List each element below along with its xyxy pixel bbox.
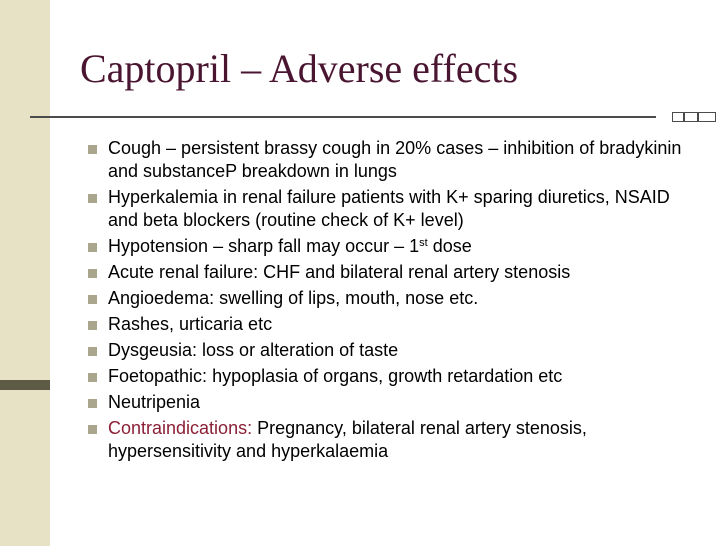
bullet-text: Angioedema: swelling of lips, mouth, nose etc. [108, 288, 479, 308]
bullet-item [88, 186, 688, 232]
square-bullet-icon [88, 145, 97, 154]
bullet-item [88, 417, 688, 463]
square-bullet-icon [88, 243, 97, 252]
sidebar-accent-bar [0, 380, 50, 390]
bullet-text: Foetopathic: hypoplasia of organs, growth retardation etc [108, 366, 563, 386]
square-bullet-icon [88, 269, 97, 278]
square-bullet-icon [88, 373, 97, 382]
title-divider [30, 116, 656, 118]
square-bullet-icon [88, 399, 97, 408]
bullet-text: Hypotension – sharp fall may occur – 1 [108, 236, 420, 256]
bullet-item [88, 339, 688, 362]
bullet-item [88, 391, 688, 414]
sidebar-decoration [0, 0, 50, 546]
square-bullet-icon [88, 425, 97, 434]
contraindications-label: Contraindications: [108, 418, 253, 438]
square-bullet-icon [88, 321, 97, 330]
square-bullet-icon [88, 295, 97, 304]
bullet-item [88, 313, 688, 336]
bullet-list [88, 137, 688, 466]
bullet-item [88, 235, 688, 258]
bullet-item [88, 365, 688, 388]
bullet-item [88, 261, 688, 284]
bullet-text: Pregnancy, bilateral renal artery stenosis, hypersensitivity and hyperkalaemia [108, 418, 587, 461]
bullet-text: Acute renal failure: CHF and bilateral renal artery stenosis [108, 262, 571, 282]
bullet-item [88, 287, 688, 310]
bullet-text-continued: dose [427, 236, 472, 256]
square-bullet-icon [88, 194, 97, 203]
bullet-item [88, 137, 688, 183]
square-bullet-icon [88, 347, 97, 356]
superscript-suffix: st [419, 237, 428, 249]
bullet-text: Rashes, urticaria etc [108, 314, 273, 334]
bullet-text: Hyperkalemia in renal failure patients with K+ sparing diuretics, NSAID and beta blockers (routine check of K+ level) [108, 187, 670, 230]
bullet-text: Cough – persistent brassy cough in 20% cases – inhibition of bradykinin and substanceP breakdown in lungs [108, 138, 682, 181]
bullet-text: Dysgeusia: loss or alteration of taste [108, 340, 399, 360]
slide-title: Captopril – Adverse effects [80, 46, 519, 91]
bullet-text: Neutripenia [108, 392, 201, 412]
divider-ornament [672, 112, 716, 122]
